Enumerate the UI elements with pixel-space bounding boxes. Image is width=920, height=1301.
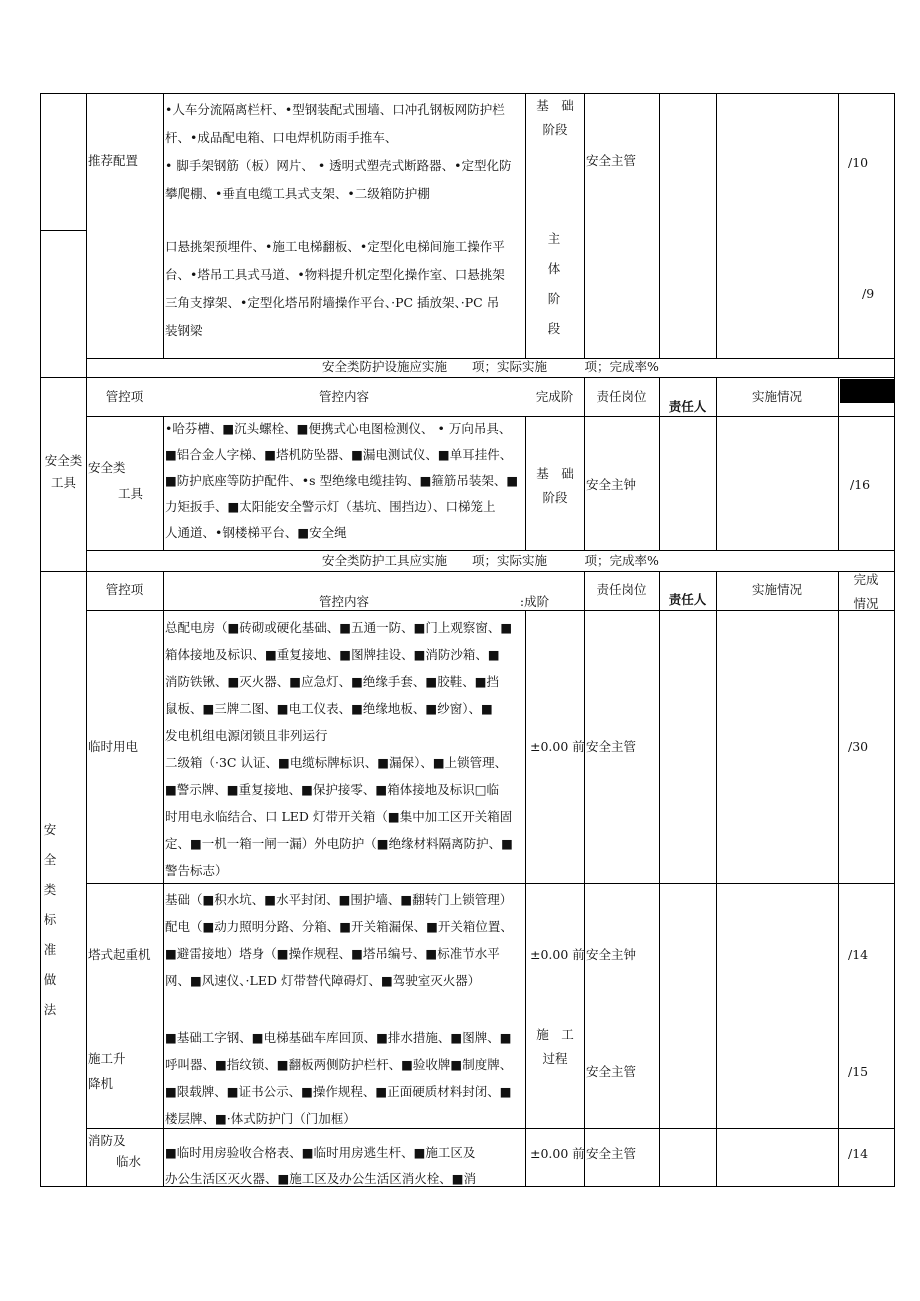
temp-power-items (165, 614, 513, 884)
content-line: 消防铁锹、■灭火器、■应急灯、■绝缘手套、■胶鞋、■挡 (165, 674, 500, 689)
header-done-2: 情况 (853, 596, 879, 611)
stage-2: 阶段 (542, 490, 568, 505)
category-char: 法 (43, 1002, 57, 1017)
content-line: 台、•塔吊工具式马道、•物料提升机定型化操作室、口悬挑架 (165, 267, 505, 282)
score: /14 (848, 947, 869, 962)
item-label-line: 安全类 (88, 460, 126, 475)
content-line: 办公生活区灭火器、■施工区及办公生活区消火栓、■消 (165, 1171, 477, 1186)
content-line: 呼叫器、■指纹锁、■翻板两侧防护栏杆、■验收牌■制度牌、 (165, 1057, 513, 1072)
resp-post: 安全主钟 (586, 947, 637, 962)
tool-items (165, 416, 518, 546)
header-status: 实施情况 (751, 582, 802, 597)
content-line: ■避雷接地）塔身（■操作规程、■塔吊编号、■标准节水平 (165, 946, 500, 961)
category-char: 类 (43, 882, 57, 897)
content-line: 时用电永临结合、口 LED 灯带开关箱（■集中加工区开关箱固 (165, 809, 513, 824)
content-line: 总配电房（■砖砌或硬化基础、■五通一防、■门上观察窗、■ (165, 620, 513, 635)
grid-line (86, 1128, 895, 1129)
grid-line (40, 93, 895, 94)
content-line: 二级箱（·3C 认证、■电缆标牌标识、■漏保）、■上锁管理、 (165, 755, 508, 770)
content-line: 箱体接地及标识、■重复接地、■图牌挂设、■消防沙箱、■ (165, 647, 500, 662)
content-line: 力矩扳手、■太阳能安全警示灯（基坑、围挡边）、口梯笼上 (165, 499, 496, 514)
content-line: 装钢梁 (165, 323, 203, 338)
recommend-label: 推荐配置 (88, 153, 139, 168)
content-line: ■防护底座等防护配件、•s 型绝缘电缆挂钩、■箍筋吊装架、■ (165, 473, 519, 488)
header-resp-person: 责任人 (668, 399, 707, 414)
fire-label-1: 消防及 (88, 1133, 126, 1148)
header-resp-person: 责任人 (668, 592, 707, 607)
stage: ±0.00 前 (530, 947, 585, 962)
foundation-items (165, 96, 512, 208)
content-line: 定、■一机一箱一闸一漏）外电防护（■绝缘材料隔离防护、■ (165, 836, 513, 851)
content-line: 攀爬棚、•垂直电缆工具式支架、•二级箱防护棚 (165, 186, 430, 201)
category-label (40, 815, 60, 1025)
stage-main (544, 224, 564, 344)
score: /30 (848, 739, 869, 754)
stage-1: 基 础 (536, 466, 574, 481)
score: /15 (848, 1064, 869, 1079)
content-line: 鼠板、■三牌二图、■电工仪表、■绝缘地板、■纱窗）、■ (165, 701, 493, 716)
hoist-label-1: 施工升 (88, 1051, 126, 1066)
stage-char: 段 (547, 321, 561, 336)
grid-line (716, 93, 717, 359)
content-line: 三角支撑架、•定型化塔吊附墙操作平台、·PC 插放架、·PC 吊 (165, 295, 500, 310)
content-line: 网、■风速仪、·LED 灯带替代障碍灯、■驾驶室灭火器） (165, 973, 481, 988)
stage-char: 主 (547, 231, 561, 246)
header-control-content: 管控内容 (318, 594, 369, 609)
temp-power-label: 临时用电 (88, 739, 139, 754)
header-control-content: 管控内容 (318, 389, 369, 404)
category-char: 安 (43, 822, 57, 837)
header-resp-post: 责任岗位 (596, 389, 647, 404)
grid-line (525, 610, 526, 1187)
content-line: •哈芬槽、■沉头螺栓、■便携式心电图检测仪、 • 万向吊具、 (165, 421, 512, 436)
main-items (165, 233, 505, 345)
tower-crane-items (165, 886, 513, 994)
header-stage: :成阶 (519, 594, 550, 609)
grid-line (525, 93, 526, 359)
resp-post: 安全主管 (586, 739, 637, 754)
resp-post: 安全主管 (586, 153, 637, 168)
item-label (88, 455, 143, 507)
category-char: 全 (43, 852, 57, 867)
resp-post: 安全主管 (586, 1146, 637, 1161)
category-label (41, 450, 86, 494)
header-done-1: 完成 (853, 572, 879, 587)
score: /14 (848, 1146, 869, 1161)
grid-line (838, 377, 839, 551)
content-line: ■警示牌、■重复接地、■保护接零、■箱体接地及标识□临 (165, 782, 500, 797)
grid-line (659, 571, 660, 1187)
category-char: 准 (43, 942, 57, 957)
category-line: 工具 (50, 475, 76, 490)
header-status: 实施情况 (751, 389, 802, 404)
content-line: ■铝合金人字梯、■塔机防坠器、■漏电测试仪、■单耳挂件、 (165, 447, 513, 462)
stage-foundation-2: 阶段 (542, 122, 568, 137)
stage-2: 过程 (542, 1051, 568, 1066)
redacted-bar (840, 379, 894, 403)
score: /10 (848, 155, 869, 170)
category-char: 做 (43, 972, 57, 987)
category-char: 标 (43, 912, 57, 927)
content-line: 口悬挑架预埋件、•施工电梯翻板、•定型化电梯间施工操作平 (165, 239, 505, 254)
grid-line (659, 93, 660, 359)
content-line: ■临时用房验收合格表、■临时用房逃生杆、■施工区及 (165, 1145, 476, 1160)
stage: ±0.00 前 (530, 739, 585, 754)
summary-row: 安全类防护工具应实施 项；实际实施 项；完成率% (322, 553, 659, 568)
grid-line (40, 1186, 895, 1187)
content-line: 楼层牌、■·体式防护门（门加框） (165, 1111, 356, 1126)
header-stage: 完成阶 (535, 389, 574, 404)
content-line: 基础（■积水坑、■水平封闭、■围护墙、■翻转门上锁管理） (165, 892, 513, 907)
grid-line (40, 230, 86, 231)
header-control-item: 管控项 (105, 389, 144, 404)
grid-line (525, 416, 526, 551)
stage-char: 阶 (547, 291, 561, 306)
content-line: 配电（■动力照明分路、分箱、■开关箱漏保、■开关箱位置、 (165, 919, 513, 934)
hoist-items (165, 1024, 512, 1128)
stage-1: 施 工 (536, 1027, 574, 1042)
stage: ±0.00 前 (530, 1146, 585, 1161)
header-control-item: 管控项 (105, 582, 144, 597)
resp-post: 安全主管 (586, 1064, 637, 1079)
grid-line (716, 571, 717, 1187)
header-resp-post: 责任岗位 (596, 582, 647, 597)
content-line: 杆、•成品配电箱、口电焊机防雨手推车、 (165, 130, 398, 145)
grid-line (163, 416, 164, 551)
content-line: ■限载牌、■证书公示、■操作规程、■正面硬质材料封闭、■ (165, 1084, 512, 1099)
grid-line (86, 93, 87, 1187)
content-line: 发电机组电源闭锁且非列运行 (165, 728, 328, 743)
fire-items (165, 1140, 476, 1186)
hoist-label-2: 降机 (88, 1076, 114, 1091)
grid-line (584, 93, 585, 359)
summary-row: 安全类防护设施应实施 项；实际实施 项；完成率% (322, 359, 659, 374)
grid-line (838, 571, 839, 1187)
content-line: 警告标志） (165, 863, 228, 878)
item-label-line: 工具 (118, 486, 144, 501)
resp-post: 安全主钟 (586, 477, 637, 492)
grid-line (894, 93, 895, 1187)
stage-foundation-1: 基 础 (536, 98, 574, 113)
content-line: •人车分流隔离栏杆、•型钢装配式围墙、口冲孔钢板网防护栏 (165, 102, 505, 117)
grid-line (838, 93, 839, 359)
grid-line (163, 571, 164, 1187)
content-line: ■基础工字钢、■电梯基础车库回顶、■排水措施、■图牌、■ (165, 1030, 512, 1045)
score: /9 (862, 286, 875, 301)
stage-char: 体 (547, 261, 561, 276)
grid-line (584, 571, 585, 1187)
tower-crane-label: 塔式起重机 (88, 947, 151, 962)
content-line: • 脚手架钢筋（板）网片、 • 透明式塑壳式断路器、•定型化防 (165, 158, 512, 173)
score: /16 (850, 477, 871, 492)
category-line: 安全类 (44, 453, 83, 468)
grid-line (163, 93, 164, 359)
fire-label-2: 临水 (116, 1154, 142, 1169)
content-line: 人通道、•钢楼梯平台、■安全绳 (165, 525, 347, 540)
